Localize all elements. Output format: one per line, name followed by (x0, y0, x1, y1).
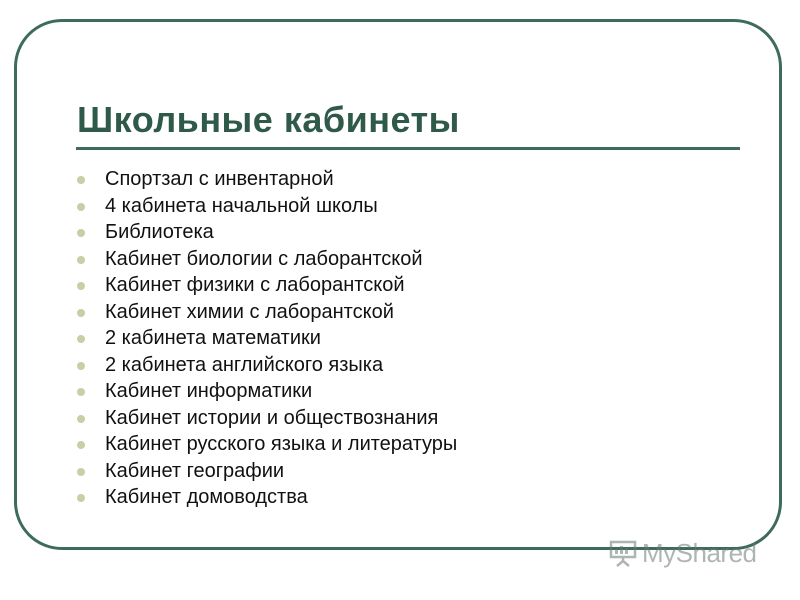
bullet-dot-icon (77, 441, 85, 449)
list-item (77, 378, 457, 405)
bullet-dot-icon (77, 335, 85, 343)
bullet-dot-icon (77, 176, 85, 184)
list-item (77, 193, 457, 220)
list-item (77, 484, 457, 511)
list-item-text: Кабинет географии (105, 459, 285, 482)
list-item-text: 2 кабинета английского языка (105, 353, 384, 376)
bullet-dot-icon (77, 468, 85, 476)
list-item-text: Спортзал с инвентарной (105, 168, 334, 190)
list-item (77, 166, 457, 193)
list-item (77, 299, 457, 326)
list-item (77, 219, 457, 246)
list-item (77, 431, 457, 458)
list-item-text: Кабинет химии с лаборантской (105, 300, 394, 323)
bullet-dot-icon (77, 415, 85, 423)
list-item (77, 458, 457, 485)
presentation-board-icon (608, 538, 638, 568)
list-item (77, 325, 457, 352)
bullet-dot-icon (77, 494, 85, 502)
watermark-text: MyShared (642, 537, 757, 568)
list-item-text: 4 кабинета начальной школы (105, 194, 378, 217)
list-item (77, 352, 457, 379)
list-item-text: 2 кабинета математики (105, 327, 321, 349)
myshared-watermark (608, 536, 757, 570)
list-item (77, 246, 457, 273)
bullet-dot-icon (77, 229, 85, 237)
list-item-text: Кабинет русского языка и литературы (105, 433, 458, 455)
list-item (77, 405, 457, 432)
bullet-dot-icon (77, 309, 85, 317)
bullet-dot-icon (77, 203, 85, 211)
bullet-dot-icon (77, 256, 85, 264)
list-item (77, 272, 457, 299)
list-item-text: Кабинет истории и обществознания (105, 406, 439, 429)
room-list (77, 166, 457, 511)
list-item-text: Библиотека (105, 221, 214, 243)
list-item-text: Кабинет информатики (105, 380, 313, 402)
list-item-text: Кабинет биологии с лаборантской (105, 247, 423, 270)
list-item-text: Кабинет физики с лаборантской (105, 274, 405, 296)
slide-title: Школьные кабинеты (77, 99, 460, 140)
bullet-dot-icon (77, 388, 85, 396)
title-underline (76, 147, 740, 150)
list-item-text: Кабинет домоводства (105, 486, 308, 508)
bullet-dot-icon (77, 282, 85, 290)
bullet-dot-icon (77, 362, 85, 370)
